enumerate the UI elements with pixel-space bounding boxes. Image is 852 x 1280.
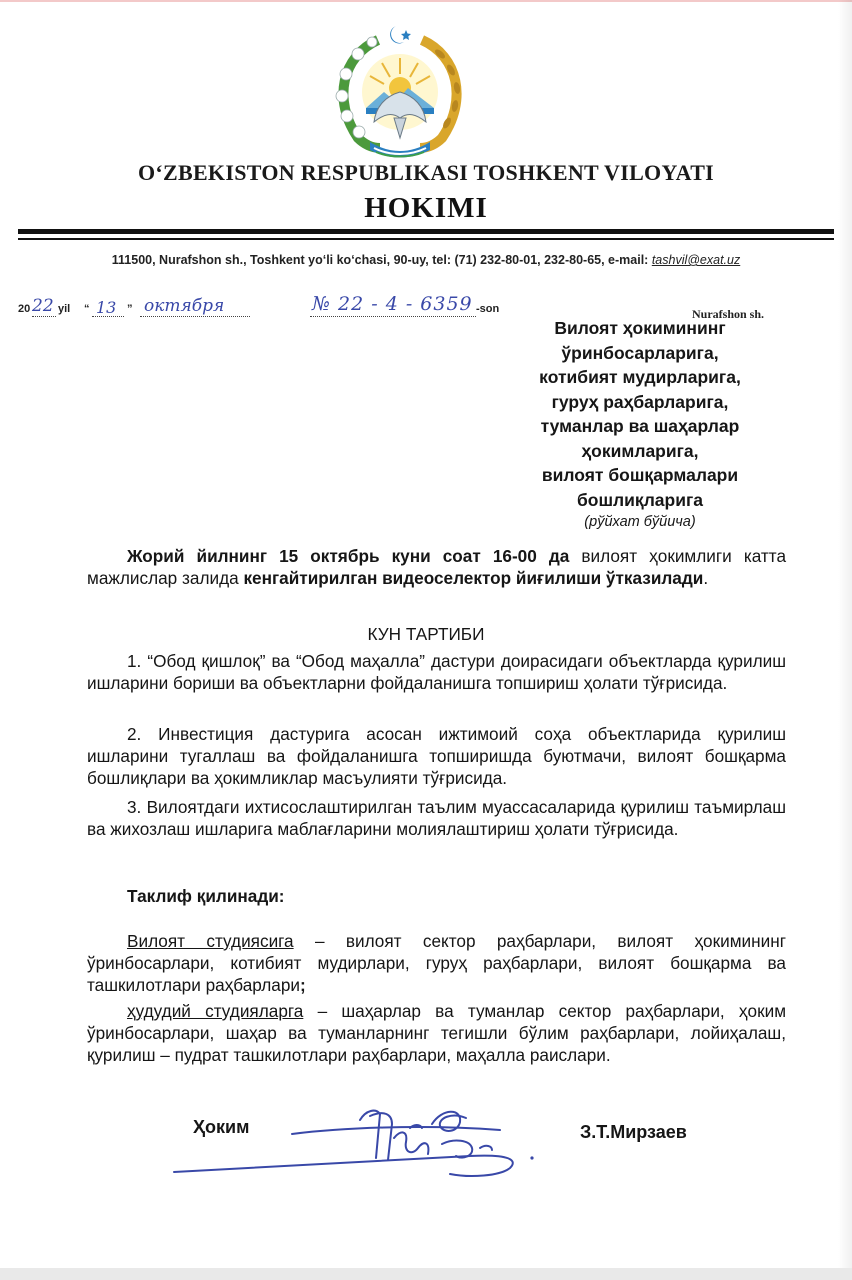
- bottom-margin-strip: [0, 1268, 852, 1280]
- header-office-title: HOKIMI: [364, 192, 488, 224]
- ref-year-prefix: 20: [18, 303, 31, 315]
- addressee-line: вилоят бошқармалари: [541, 465, 739, 485]
- addressee-line: гуруҳ раҳбарларига,: [551, 391, 729, 412]
- ref-open-quote: “: [84, 303, 90, 315]
- ref-city: Nurafshon sh.: [692, 307, 765, 321]
- proposal-lead: ҳудудий студияларга: [127, 1001, 304, 1021]
- intro-period: .: [703, 568, 709, 588]
- header-address: [0, 253, 852, 267]
- ref-day-handwritten: 13: [96, 298, 117, 317]
- proposal-lead: Вилоят студиясига: [127, 931, 294, 951]
- proposal-end: ;: [300, 975, 306, 995]
- ref-close-quote: ”: [127, 303, 133, 315]
- agenda-item: 2. Инвестиция дастурига асосан ижтимоий соҳа объектларида қурилиш ишларини тугаллаш ва фойдаланишга топширишда буютмачи, вилоят бошқарма бошлиқлари ва ҳокимликлар масъулияти тўғрисида.: [87, 724, 786, 788]
- proposal-regional-studio: [87, 930, 786, 996]
- ref-number-handwritten: № 22 - 4 - 6359: [312, 293, 473, 315]
- address-text: 111500, Nurafshon sh., Toshkent yo‘li ko‘chasi, 90-uy, tel: (71) 232-80-01, 232-80-65, e-mail:: [111, 253, 652, 267]
- addressee-block: [470, 316, 810, 532]
- page-top-edge: [0, 0, 852, 2]
- agenda-item: 3. Вилоятдаги ихтисослаштирилган таълим муассасаларида қурилиш таъмирлаш ва жихозлаш ишларига маблағларини молиялаштириш ҳолати тўғрисида.: [87, 797, 786, 839]
- ref-yil: yil: [58, 303, 71, 315]
- ref-year-underline: [32, 316, 56, 317]
- addressee-line: туманлар ва шаҳарлар: [540, 416, 740, 436]
- handwritten-signature-icon: [170, 1098, 550, 1188]
- ref-month-handwritten: октября: [144, 296, 225, 316]
- intro-date-time: Жорий йилнинг 15 октябрь куни соат 16-00 да: [127, 546, 570, 566]
- header-rule-thick: [18, 229, 834, 234]
- agenda-title: КУН ТАРТИБИ: [367, 624, 485, 644]
- ref-year-handwritten: 22: [32, 296, 54, 316]
- proposal-text: – вилоят сектор раҳбарлари, вилоят ҳокимининг ўринбосарлари, котибият мудирлари, гуруҳ раҳбарлари, вилоят бошқарма ва ташкилотлари раҳбарлари: [87, 931, 786, 995]
- proposed-title: Таклиф қилинади:: [127, 886, 285, 906]
- intro-event: кенгайтирилган видеоселектор йиғилиши ўтказилади: [243, 568, 704, 588]
- addressee-line: котибият мудирларига,: [539, 367, 741, 387]
- intro-paragraph: [87, 545, 786, 589]
- email-link[interactable]: tashvil@exat.uz: [651, 253, 741, 267]
- addressee-line: ўринбосарларига,: [561, 342, 719, 363]
- agenda-item: 1. “Обод қишлоқ” ва “Обод маҳалла” дастури доирасидаги объектларда қурилиш ишларини бориши ва объектларни фойдаланишга топшириш ҳолати тўғрисида.: [87, 651, 786, 693]
- addressee-line: Вилоят ҳокимининг: [554, 318, 726, 338]
- signature-title: Ҳоким: [193, 1117, 250, 1137]
- signatory-name: З.Т.Мирзаев: [580, 1122, 687, 1142]
- addressee-line: бошлиқларига: [576, 489, 704, 510]
- proposal-text: – шаҳарлар ва туманлар сектор раҳбарлари, ҳоким ўринбосарлари, шаҳар ва туманларнинг тегишли бўлим раҳбарлари, лойиҳалаш, қурилиш – пудрат ташкилотлари раҳбарлари, маҳалла раислари.: [87, 1001, 787, 1065]
- ref-son: -son: [476, 303, 500, 315]
- addressee-line: ҳокимларига,: [581, 440, 699, 461]
- intro-location: вилоят ҳокимлиги катта мажлислар залида: [87, 546, 787, 588]
- ref-number-underline: [310, 316, 476, 317]
- ref-day-underline: [92, 316, 124, 317]
- header-republic-line: O‘ZBEKISTON RESPUBLIKASI TOSHKENT VILOYATI: [137, 160, 715, 185]
- addressee-note: (рўйхат бўйича): [584, 514, 696, 530]
- proposal-local-studios: [87, 1000, 786, 1066]
- header-rule-thin: [18, 238, 834, 240]
- ref-month-underline: [140, 316, 250, 317]
- state-emblem-icon: [330, 22, 470, 162]
